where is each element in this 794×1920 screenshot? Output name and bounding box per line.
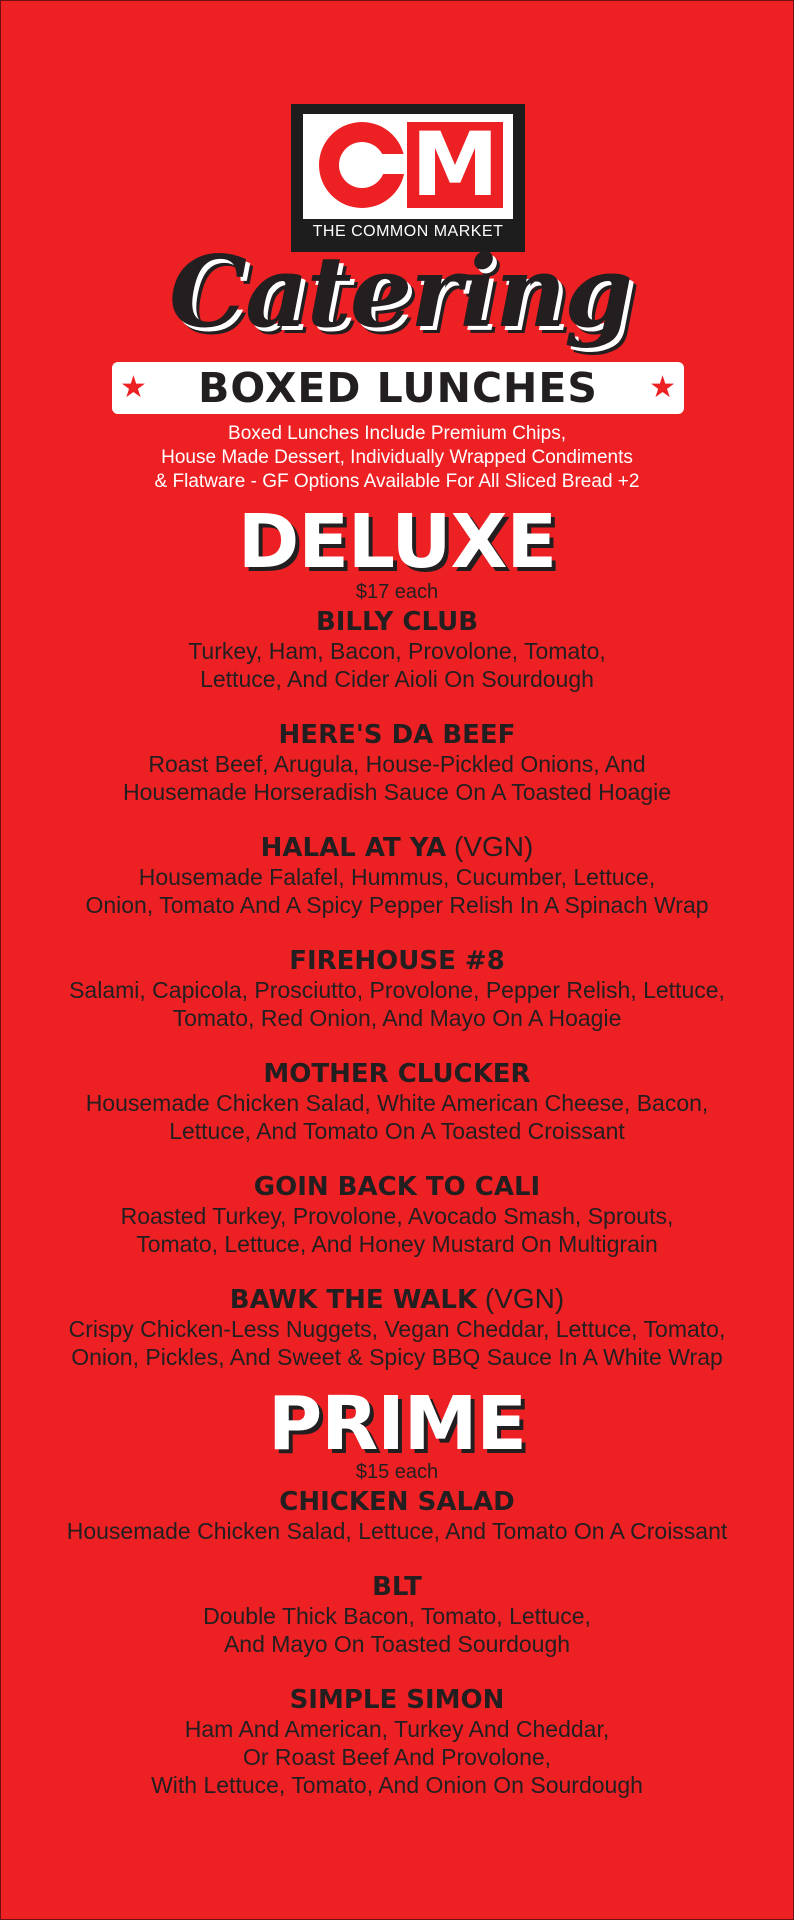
item-name: FIREHOUSE #8 (289, 946, 505, 976)
item-name: BAWK THE WALK (VGN) (229, 1283, 565, 1315)
star-icon: ★ (649, 371, 676, 404)
menu-item (0, 1284, 794, 1371)
section-title-prime: PRIME (268, 1381, 526, 1467)
item-name: GOIN BACK TO CALI (253, 1172, 541, 1202)
item-name: HERE'S DA BEEF (278, 720, 516, 750)
item-name: BLT (372, 1572, 422, 1602)
catering-title: Catering (169, 235, 631, 350)
menu-item (0, 719, 794, 806)
menu-item (0, 832, 794, 919)
section-price-prime: $15 each (355, 1461, 439, 1483)
logo-mark (303, 114, 513, 219)
item-description: Roasted Turkey, Provolone, Avocado Smash, Sprouts, Tomato, Lettuce, And Honey Mustard On Multigrain (120, 1203, 674, 1257)
logo-text: THE COMMON MARKET (312, 223, 504, 240)
item-description: Ham And American, Turkey And Cheddar, Or Roast Beef And Provolone, With Lettuce, Tomato, And Onion On Sourdough (151, 1716, 643, 1798)
menu-item (0, 1058, 794, 1145)
item-name: HALAL AT YA (VGN) (260, 831, 534, 863)
menu-item (0, 945, 794, 1032)
star-icon: ★ (120, 371, 147, 404)
section-title-deluxe: DELUXE (237, 499, 557, 585)
item-name: SIMPLE SIMON (289, 1685, 505, 1715)
item-description: Housemade Chicken Salad, White American Cheese, Bacon, Lettuce, And Tomato On A Toasted Croissant (85, 1090, 709, 1144)
item-description: Roast Beef, Arugula, House-Pickled Onions, And Housemade Horseradish Sauce On A Toasted Hoagie (122, 751, 672, 805)
banner-text: BOXED LUNCHES (198, 364, 598, 412)
common-market-logo (291, 104, 525, 252)
boxed-lunches-banner (112, 362, 684, 414)
menu-item (0, 1684, 794, 1799)
menu-item (0, 1171, 794, 1258)
section-price-deluxe: $17 each (355, 581, 439, 603)
menu-item (0, 606, 794, 693)
item-description: Housemade Falafel, Hummus, Cucumber, Lettuce, Onion, Tomato And A Spicy Pepper Relish In A Spinach Wrap (85, 864, 709, 918)
item-description: Housemade Chicken Salad, Lettuce, And Tomato On A Croissant (66, 1518, 728, 1544)
menu-item (0, 1486, 794, 1545)
item-description: Turkey, Ham, Bacon, Provolone, Tomato, Lettuce, And Cider Aioli On Sourdough (188, 638, 606, 692)
item-name: BILLY CLUB (315, 607, 479, 637)
item-description: Double Thick Bacon, Tomato, Lettuce, And Mayo On Toasted Sourdough (203, 1603, 591, 1657)
logo-m-letter: M (407, 122, 503, 208)
item-description: Salami, Capicola, Prosciutto, Provolone, Pepper Relish, Lettuce, Tomato, Red Onion, And Mayo On A Hoagie (69, 977, 725, 1031)
item-name: MOTHER CLUCKER (263, 1059, 531, 1089)
menu-item (0, 1571, 794, 1658)
item-description: Crispy Chicken-Less Nuggets, Vegan Cheddar, Lettuce, Tomato, Onion, Pickles, And Sweet & Spicy BBQ Sauce In A White Wrap (68, 1316, 726, 1370)
intro-text: Boxed Lunches Include Premium Chips, House Made Dessert, Individually Wrapped Condiments & Flatware - GF Options Available For All Sliced Bread +2 (154, 423, 640, 492)
item-name: CHICKEN SALAD (279, 1487, 515, 1517)
